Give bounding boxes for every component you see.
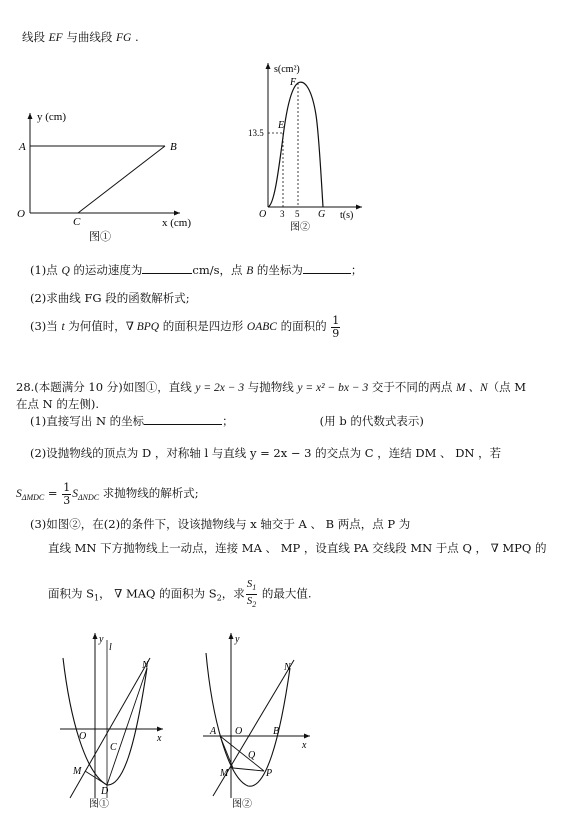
q28-parab-eq: y = x² − bx − 3	[297, 382, 369, 394]
fig1-point-a: A	[19, 141, 26, 153]
coordinate-blank[interactable]	[303, 262, 351, 274]
fig2-x-tick-5: 5	[295, 209, 300, 219]
fig3-caption: 图①	[89, 799, 109, 808]
q27-part2: (2)求曲线 FG 段的函数解析式;	[30, 291, 190, 305]
area-lhs: S	[16, 488, 22, 500]
q28-p1-b: ；	[222, 414, 234, 428]
fig2-x-tick-3: 3	[280, 209, 285, 219]
figure-3	[55, 628, 175, 808]
q27-p1-b-point: B	[246, 265, 254, 277]
fig1-point-b: B	[170, 141, 177, 153]
fig2-point-f: F	[290, 77, 297, 88]
fig2-y-tick: 13.5	[248, 128, 264, 138]
fig3-m-label: M	[73, 766, 82, 777]
fig4-x-label: x	[302, 740, 307, 751]
figure-2	[230, 55, 370, 235]
fig4-y-label: y	[235, 634, 240, 645]
q28-p1-a: (1)直接写出 N 的坐标	[30, 414, 145, 428]
frac-s1: S	[246, 578, 253, 590]
q27-p1-a: (1)点	[30, 263, 62, 277]
intro-mid: 与曲线段	[62, 30, 117, 44]
q27-p1-d: 的坐标为	[253, 263, 303, 277]
fig4-n-label: N	[284, 662, 291, 673]
fig3-o-label: O	[79, 731, 87, 742]
frac-s2-sub: 2	[252, 600, 257, 609]
fig1-caption: 图①	[89, 231, 111, 243]
frac-num: 1	[332, 313, 340, 327]
fig1-y-label: y (cm)	[37, 111, 67, 123]
q28-p3-c3: ，求	[221, 586, 245, 601]
q28-head-b: 与抛物线	[244, 380, 298, 394]
fig4-m-label: M	[220, 768, 229, 779]
q28-part1	[30, 413, 424, 429]
frac-num-2: 1	[63, 480, 71, 494]
q27-p1-e: ；	[350, 263, 363, 277]
fig3-n-label: N	[142, 660, 149, 671]
q28-p2-end: 求抛物线的解析式;	[99, 486, 199, 500]
q28-p1-c: (用 b 的代数式表示)	[319, 414, 424, 428]
q27-p3-b: 为何值时，	[64, 319, 126, 333]
figure-1	[15, 105, 215, 245]
fig4-b-label: B	[273, 726, 280, 737]
fig3-x-label: x	[157, 733, 162, 744]
frac-s1-sub: 1	[252, 583, 257, 592]
q28-heading-2: 在点 N 的左侧).	[16, 397, 100, 411]
fig3-c-label: C	[110, 742, 117, 753]
fraction-s1-s2	[246, 578, 258, 611]
area-rhs-sub: ΔNDC	[77, 493, 100, 502]
segment-fg: FG	[116, 32, 132, 44]
q28-heading	[16, 379, 526, 396]
n-coordinate-blank[interactable]	[144, 413, 222, 425]
q28-mn: M 、N	[456, 382, 488, 394]
fig1-x-label: x (cm)	[162, 217, 192, 229]
fig2-x-label: t(s)	[340, 210, 354, 221]
fig1-point-c: C	[73, 216, 81, 228]
fig4-q-label: Q	[248, 750, 256, 761]
fig3-l-label: l	[109, 642, 112, 653]
intro-end: .	[131, 30, 139, 44]
q27-p3-t: t	[61, 321, 65, 333]
q28-p3-c4: 的最大值.	[258, 586, 312, 601]
fig4-caption: 图②	[232, 799, 252, 808]
frac-den: 9	[332, 326, 340, 340]
frac-den-2: 3	[63, 493, 71, 507]
fig4-a-label: A	[210, 726, 217, 737]
fraction-one-third	[62, 482, 71, 507]
q27-p3-d: 的面积的	[276, 319, 327, 333]
fig4-o-label: O	[235, 726, 243, 737]
q27-part3	[30, 313, 341, 340]
fig2-point-g: G	[318, 209, 326, 220]
fig2-y-label: s(cm²)	[274, 64, 300, 75]
q27-part1	[30, 262, 362, 279]
area-rhs: S	[72, 488, 78, 500]
q27-p3-c: 的面积是四边形	[159, 319, 247, 333]
fig3-y-label: y	[99, 634, 104, 645]
q28-part3-b: 直线 MN 下方抛物线上一动点，连接 MA 、 MP ，设直线 PA 交线段 MN 于点 Q ， ∇ MPQ 的	[48, 541, 547, 555]
q28-head-c: 交于不同的两点	[368, 380, 457, 394]
fig1-point-o: O	[17, 208, 25, 220]
q28-line-eq: y = 2x − 3	[195, 382, 245, 394]
fig2-caption: 图②	[290, 222, 310, 233]
fig4-p-label: P	[266, 768, 273, 779]
q27-p3-triangle: ∇ BPQ	[125, 321, 160, 333]
fig3-d-label: D	[101, 786, 109, 797]
q28-p3-c2sub: 2	[216, 593, 222, 603]
q28-part3: (3)如图②，在(2)的条件下，设该抛物线与 x 轴交于 A 、 B 两点，点 P 为	[30, 517, 411, 531]
q28-head-d: （点 M	[487, 380, 527, 394]
q28-part2: (2)设抛物线的顶点为 D ，对称轴 l 与直线 y = 2x − 3 的交点为 C ，连结 DM 、 DN ，若	[30, 446, 502, 460]
q28-p3-c1: 面积为 S	[48, 586, 95, 601]
q28-p3-c2: ， ∇ MAQ 的面积为 S	[99, 586, 217, 601]
q28-part2-condition	[16, 480, 199, 511]
fig2-point-o: O	[259, 209, 267, 220]
q27-p1-b: 的运动速度为	[69, 263, 143, 277]
fraction-one-ninth	[331, 315, 340, 340]
q27-p1-c: cm/s，点	[192, 263, 247, 277]
speed-blank[interactable]	[142, 262, 192, 274]
q27-p1-q: Q	[61, 265, 70, 277]
segment-ef: EF	[48, 32, 63, 44]
q28-head-a: 28.(本题满分 10 分)如图①，直线	[16, 380, 196, 394]
q28-part3-c	[48, 578, 312, 613]
figure-4	[198, 628, 323, 808]
intro-prefix: 线段	[22, 30, 49, 44]
area-lhs-sub: ΔMDC	[21, 493, 45, 502]
fig2-point-e: E	[278, 120, 285, 131]
equals: =	[44, 486, 62, 500]
q27-p3-a: (3)当	[30, 319, 62, 333]
q27-p3-quad: OABC	[246, 321, 277, 333]
q28-p3-c1sub: 1	[94, 593, 100, 603]
frac-s2: S	[246, 595, 253, 607]
intro-line	[22, 29, 139, 46]
